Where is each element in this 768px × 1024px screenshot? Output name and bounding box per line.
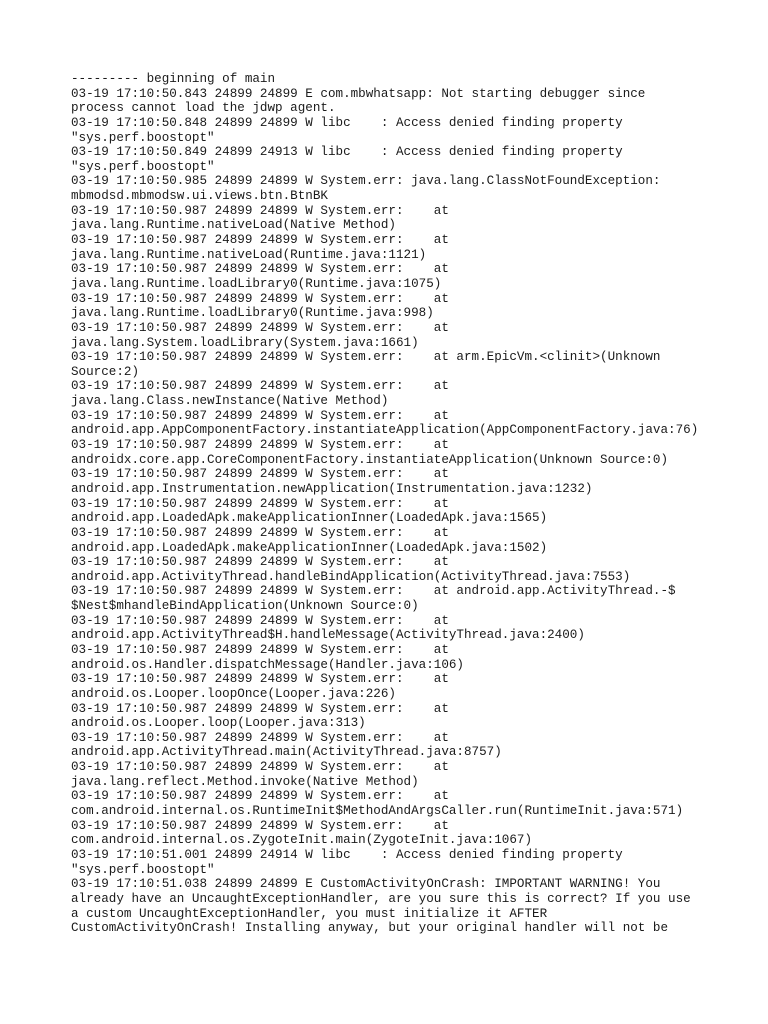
log-line: 03-19 17:10:50.987 24899 24899 W System.err: at [71,525,449,540]
log-line: 03-19 17:10:50.987 24899 24899 W System.err: at [71,701,449,716]
log-line: java.lang.System.loadLibrary(System.java:1661) [71,335,419,350]
log-line: 03-19 17:10:50.849 24899 24913 W libc : Access denied finding property [71,145,623,160]
log-line: 03-19 17:10:50.987 24899 24899 W System.err: at [71,320,449,335]
log-line: 03-19 17:10:50.987 24899 24899 W System.err: at [71,262,449,277]
log-line: 03-19 17:10:50.987 24899 24899 W System.err: at [71,496,449,511]
log-line: 03-19 17:10:51.001 24899 24914 W libc : Access denied finding property [71,847,623,862]
log-line: androidx.core.app.CoreComponentFactory.instantiateApplication(Unknown Source:0) [71,452,669,467]
log-line: CustomActivityOnCrash! Installing anyway, but your original handler will not be [71,921,669,936]
log-line: 03-19 17:10:50.987 24899 24899 W System.err: at [71,613,449,628]
log-line: java.lang.Runtime.nativeLoad(Runtime.java:1121) [71,247,427,262]
log-line: 03-19 17:10:50.987 24899 24899 W System.err: at [71,730,449,745]
log-text-block [71,72,731,936]
log-line: 03-19 17:10:50.987 24899 24899 W System.err: at [71,760,449,775]
log-line: android.app.AppComponentFactory.instantiateApplication(AppComponentFactory.java:76) [71,423,699,438]
log-line: --------- beginning of main [71,72,276,86]
log-line: already have an UncaughtExceptionHandler, are you sure this is correct? If you use [71,891,691,906]
log-line: 03-19 17:10:51.038 24899 24899 E CustomActivityOnCrash: IMPORTANT WARNING! You [71,877,661,892]
log-line: 03-19 17:10:50.843 24899 24899 E com.mbwhatsapp: Not starting debugger since [71,86,646,101]
log-line: android.os.Looper.loopOnce(Looper.java:226) [71,686,396,701]
log-line: $Nest$mhandleBindApplication(Unknown Source:0) [71,599,419,614]
log-line: 03-19 17:10:50.848 24899 24899 W libc : Access denied finding property [71,115,623,130]
log-line: 03-19 17:10:50.987 24899 24899 W System.err: at [71,203,449,218]
log-line: 03-19 17:10:50.987 24899 24899 W System.err: at [71,642,449,657]
log-line: 03-19 17:10:50.987 24899 24899 W System.err: at [71,438,449,453]
log-line: "sys.perf.boostopt" [71,862,215,877]
log-line: com.android.internal.os.RuntimeInit$MethodAndArgsCaller.run(RuntimeInit.java:571) [71,804,684,819]
log-line: 03-19 17:10:50.987 24899 24899 W System.err: at android.app.ActivityThread.-$ [71,584,676,599]
log-line: android.app.ActivityThread$H.handleMessage(ActivityThread.java:2400) [71,628,585,643]
log-line: 03-19 17:10:50.987 24899 24899 W System.err: at [71,818,449,833]
log-line: a custom UncaughtExceptionHandler, you must initialize it AFTER [71,906,548,921]
log-line: android.os.Looper.loop(Looper.java:313) [71,716,366,731]
log-line: android.app.ActivityThread.main(ActivityThread.java:8757) [71,745,502,760]
log-line: 03-19 17:10:50.987 24899 24899 W System.err: at [71,291,449,306]
log-line: java.lang.Runtime.loadLibrary0(Runtime.java:1075) [71,276,442,291]
log-line: process cannot load the jdwp agent. [71,101,336,116]
log-line: android.app.LoadedApk.makeApplicationInner(LoadedApk.java:1502) [71,540,548,555]
log-line: java.lang.Runtime.nativeLoad(Native Method) [71,218,396,233]
log-line: android.app.ActivityThread.handleBindApplication(ActivityThread.java:7553) [71,569,631,584]
log-line: Source:2) [71,364,140,379]
log-line: "sys.perf.boostopt" [71,130,215,145]
log-line: 03-19 17:10:50.987 24899 24899 W System.err: at [71,672,449,687]
log-line: java.lang.Runtime.loadLibrary0(Runtime.java:998) [71,306,434,321]
log-line: com.android.internal.os.ZygoteInit.main(ZygoteInit.java:1067) [71,833,533,848]
log-line: mbmodsd.mbmodsw.ui.views.btn.BtnBK [71,189,328,204]
log-line: 03-19 17:10:50.987 24899 24899 W System.err: at [71,555,449,570]
log-line: 03-19 17:10:50.987 24899 24899 W System.err: at arm.EpicVm.<clinit>(Unknown [71,350,661,365]
log-line: 03-19 17:10:50.987 24899 24899 W System.err: at [71,408,449,423]
log-line: java.lang.reflect.Method.invoke(Native Method) [71,774,419,789]
log-line: android.app.Instrumentation.newApplication(Instrumentation.java:1232) [71,481,593,496]
log-line: 03-19 17:10:50.987 24899 24899 W System.err: at [71,467,449,482]
log-line: 03-19 17:10:50.987 24899 24899 W System.err: at [71,379,449,394]
log-line: java.lang.Class.newInstance(Native Method) [71,394,389,409]
log-line: 03-19 17:10:50.987 24899 24899 W System.err: at [71,233,449,248]
log-line: 03-19 17:10:50.985 24899 24899 W System.err: java.lang.ClassNotFoundException: [71,174,661,189]
log-line: android.app.LoadedApk.makeApplicationInner(LoadedApk.java:1565) [71,511,548,526]
log-line: 03-19 17:10:50.987 24899 24899 W System.err: at [71,789,449,804]
log-line: "sys.perf.boostopt" [71,159,215,174]
log-line: android.os.Handler.dispatchMessage(Handler.java:106) [71,657,464,672]
